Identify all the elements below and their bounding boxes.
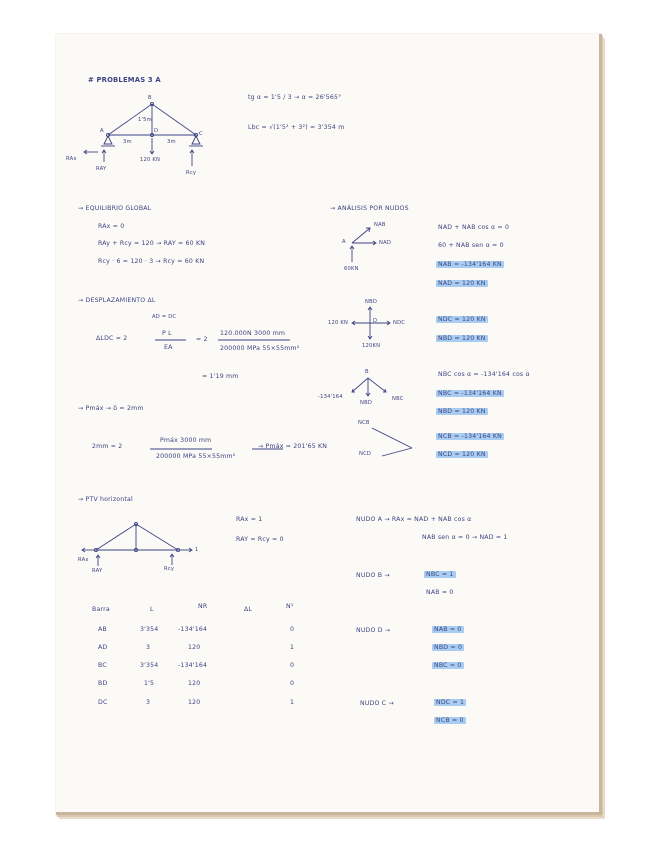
node-a-result-1: NAB = -134'164 KN — [438, 261, 502, 268]
table-row-n1: 1 — [290, 644, 295, 651]
table-row-bar: AD — [98, 644, 108, 651]
equilibrium-line-3: Rcy · 6 = 120 · 3 → Rcy = 60 KN — [98, 258, 205, 265]
ptv-node-c-result-1: NDC = 1 — [436, 699, 465, 706]
node-b-result-2: NBD = 120 KN — [438, 408, 486, 415]
ptv-ray-label: RAY — [92, 568, 103, 574]
node-c-label: C — [199, 131, 203, 137]
node-d-ndc: NDC — [393, 320, 406, 326]
load-label: 120 KN — [140, 157, 161, 163]
displacement-note: AD = DC — [152, 314, 177, 320]
node-b-diagram-label: B — [365, 369, 369, 375]
node-d-label: D — [154, 128, 159, 134]
table-header-nr: NR — [198, 603, 208, 610]
node-d-diagram-label: D — [373, 318, 378, 324]
node-a-diagram-label: A — [342, 239, 346, 245]
displacement-den-2: 200000 MPa 55×55mm² — [220, 345, 300, 352]
table-row-bar: AB — [98, 626, 107, 633]
equilibrium-line-1: RAx = 0 — [98, 223, 125, 230]
equilibrium-line-2: RAy + Rcy = 120 → RAY = 60 KN — [98, 240, 206, 247]
table-row-bar: BD — [98, 680, 108, 687]
node-d-result-1: NDC = 120 KN — [438, 316, 486, 323]
table-row-length: 3 — [146, 699, 151, 706]
displacement-result: = 1'19 mm — [202, 373, 239, 380]
ptv-rcy-label: Rcy — [164, 566, 175, 572]
node-a-eq-2: 60 + NAB sen α = 0 — [438, 242, 504, 249]
ptv-node-d-result-2: NBD = 0 — [434, 644, 463, 651]
ptv-node-c-title: NUDO C → — [360, 700, 394, 707]
ptv-force-label: 1 — [195, 547, 199, 553]
table-row-bar: DC — [98, 699, 108, 706]
node-a-eq-1: NAD + NAB cos α = 0 — [438, 224, 510, 231]
span-left-label: 3m — [123, 139, 132, 145]
pmax-den: 200000 MPa 55×55mm² — [156, 453, 236, 460]
node-b-eq: NBC cos α = -134'164 cos α — [438, 371, 530, 378]
node-d-load: 120KN — [362, 343, 381, 349]
ptv-node-a-line-1: NUDO A → RAx = NAD + NAB cos α — [356, 516, 472, 523]
height-label: 1'5m — [138, 117, 152, 123]
ptv-node-a-line-2: NAB sen α = 0 → NAD = 1 — [422, 534, 508, 541]
table-row-n1: 0 — [290, 680, 295, 687]
table-row-n1: 1 — [290, 699, 295, 706]
ray-label: RAY — [96, 166, 107, 172]
ptv-node-b-result-2: NAB = 0 — [426, 589, 454, 596]
rcy-label: Rcy — [186, 170, 197, 176]
table-row-nr: 120 — [188, 699, 201, 706]
node-c-ncd: NCD — [359, 451, 372, 457]
node-b-nbd: NBD — [360, 400, 373, 406]
table-row-nr: -134'164 — [178, 626, 208, 633]
pmax-num: Pmáx 3000 mm — [160, 437, 212, 444]
ptv-node-d-result-1: NAB = 0 — [434, 626, 462, 633]
global-equilibrium-heading: → EQUILIBRIO GLOBAL — [78, 205, 152, 212]
displacement-frac-num: P L — [162, 330, 172, 337]
nad-label: NAD — [379, 240, 392, 246]
ptv-heading: → PTV horizontal — [78, 496, 133, 503]
ptv-rax-label: RAx — [78, 557, 89, 563]
length-bc-equation: Lbc = √(1'5² + 3²) = 3'354 m — [248, 124, 345, 131]
displacement-eq: = 2 — [196, 336, 208, 343]
table-row-length: 3'354 — [140, 626, 159, 633]
node-d-result-2: NBD = 120 KN — [438, 335, 486, 342]
table-row-length: 3'354 — [140, 662, 159, 669]
ptv-node-b-title: NUDO B → — [356, 572, 390, 579]
node-b-label: B — [148, 95, 152, 101]
node-c-result-1: NCB = -134'164 KN — [438, 433, 502, 440]
node-a-result-2: NAD = 120 KN — [438, 280, 486, 287]
nab-label: NAB — [374, 222, 386, 228]
ptv-eq-1: RAx = 1 — [236, 516, 263, 523]
pmax-result: → Pmáx = 201'65 KN — [258, 443, 328, 450]
ptv-node-d-result-3: NBC = 0 — [434, 662, 462, 669]
table-row-n1: 0 — [290, 662, 295, 669]
table-header-dl: ΔL — [244, 606, 253, 613]
pmax-lhs: 2mm = 2 — [92, 443, 123, 450]
rax-label: RAx — [66, 156, 77, 162]
ptv-node-b-result-1: NBC = 1 — [426, 571, 454, 578]
node-b-left-force: -134'164 — [318, 394, 343, 400]
table-row-bar: BC — [98, 662, 107, 669]
displacement-lhs: ΔLDC = 2 — [96, 335, 128, 342]
table-header-length: L — [150, 606, 154, 613]
table-row-n1: 0 — [290, 626, 295, 633]
table-row-nr: 120 — [188, 680, 201, 687]
table-header-n1: N¹ — [286, 603, 294, 610]
node-c-ncb: NCB — [358, 420, 370, 426]
node-analysis-heading: → ANÁLISIS POR NUDOS — [330, 205, 409, 212]
displacement-num-2: 120.000N 3000 mm — [220, 330, 286, 337]
displacement-heading: → DESPLAZAMIENTO ΔL — [78, 297, 156, 304]
ptv-node-c-result-2: NCB = 0 — [436, 717, 464, 724]
ptv-node-d-title: NUDO D → — [356, 627, 391, 634]
node-a-label: A — [100, 128, 104, 134]
tg-alpha-equation: tg α = 1'5 / 3 → α = 26'565° — [248, 94, 342, 101]
ptv-eq-2: RAY = Rcy = 0 — [236, 536, 284, 543]
node-b-nbc: NBC — [392, 396, 404, 402]
node-b-result-1: NBC = -134'164 KN — [438, 390, 502, 397]
displacement-frac-den: EA — [164, 344, 173, 351]
node-d-nbd: NBD — [365, 299, 378, 305]
table-row-nr: 120 — [188, 644, 201, 651]
table-row-length: 1'5 — [144, 680, 155, 687]
node-c-result-2: NCD = 120 KN — [438, 451, 486, 458]
table-row-length: 3 — [146, 644, 151, 651]
page-title: # PROBLEMAS 3 A — [88, 76, 161, 84]
table-row-nr: -134'164 — [178, 662, 208, 669]
reaction-a-label: 60KN — [344, 266, 359, 272]
table-header-bar: Barra — [92, 606, 110, 613]
node-d-left-force: 120 KN — [328, 320, 349, 326]
span-right-label: 3m — [167, 139, 176, 145]
pmax-heading: → Pmáx → δ = 2mm — [78, 405, 144, 412]
